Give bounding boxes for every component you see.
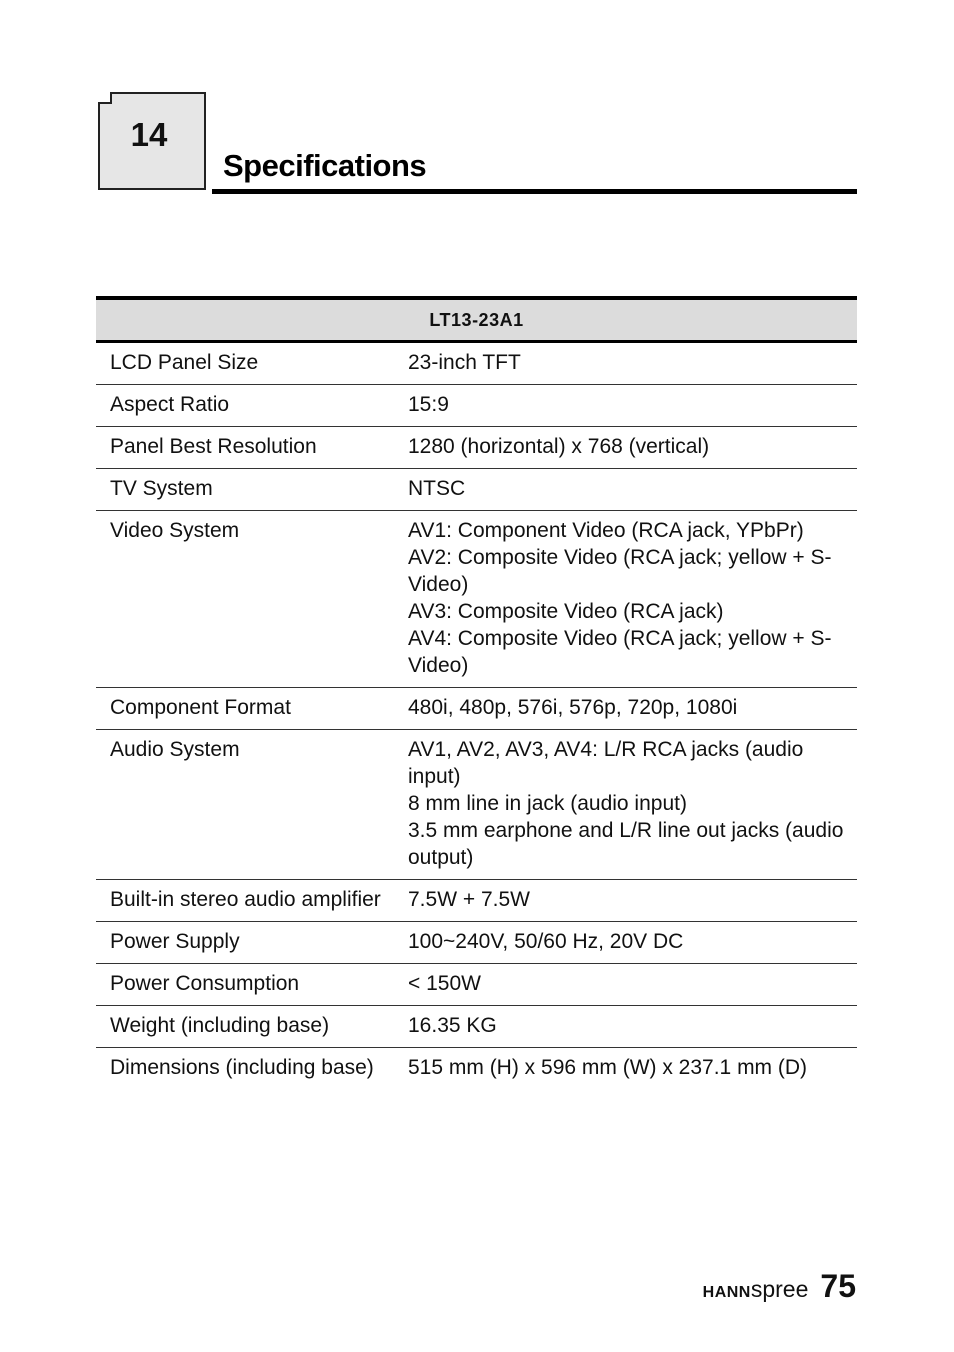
spec-label: Built-in stereo audio amplifier [96,880,394,922]
spec-value [394,688,857,730]
spec-value-line: 100~240V, 50/60 Hz, 20V DC [408,930,684,953]
spec-value-line: AV4: Composite Video (RCA jack; yellow + S-Video) [408,627,832,677]
spec-value [394,922,857,964]
table-row [96,688,857,730]
spec-label: TV System [96,469,394,511]
table-row [96,880,857,922]
page-title: Specifications [223,148,427,183]
spec-label: Video System [96,511,394,688]
spec-label: LCD Panel Size [96,342,394,385]
spec-value [394,427,857,469]
spec-label: Panel Best Resolution [96,427,394,469]
brand-logo-bold: HANN [702,1284,751,1301]
spec-value [394,511,857,688]
model-header: LT13-23A1 [96,298,857,342]
table-row [96,1006,857,1048]
table-row [96,427,857,469]
spec-value-line: NTSC [408,477,466,500]
spec-value-line: 23-inch TFT [408,351,521,374]
title-rule [212,189,857,194]
spec-value [394,964,857,1006]
table-row [96,964,857,1006]
chapter-number: 14 [130,116,168,153]
table-row [96,1048,857,1090]
table-row [96,469,857,511]
brand-logo-light: spree [750,1276,809,1302]
spec-table [96,296,857,1089]
spec-value [394,1006,857,1048]
chapter-tab-notch [98,92,112,104]
brand-logo [703,1276,809,1303]
page-number: 75 [820,1268,856,1304]
spec-label: Power Supply [96,922,394,964]
spec-value-line: AV3: Composite Video (RCA jack) [408,600,724,623]
spec-value-line: 8 mm line in jack (audio input) [408,792,687,815]
table-row [96,922,857,964]
table-row [96,342,857,385]
spec-value [394,880,857,922]
spec-label: Dimensions (including base) [110,1056,374,1079]
spec-value-line: 480i, 480p, 576i, 576p, 720p, 1080i [408,696,738,719]
spec-label: Aspect Ratio [96,385,394,427]
page-footer [703,1268,856,1305]
spec-value [394,730,857,880]
spec-value-line: AV1: Component Video (RCA jack, YPbPr) [408,519,804,542]
spec-value-line: AV1, AV2, AV3, AV4: L/R RCA jacks (audio input) [408,738,804,788]
spec-label: Audio System [96,730,394,880]
spec-label: Power Consumption [96,964,394,1006]
spec-label: Weight (including base) [96,1006,394,1048]
spec-table-body [96,342,857,1090]
table-row [96,511,857,688]
spec-value-line: 1280 (horizontal) x 768 (vertical) [408,435,710,458]
spec-value-line: 16.35 KG [408,1014,497,1037]
table-header-row [96,298,857,342]
chapter-tab [98,92,206,190]
spec-value-line: 3.5 mm earphone and L/R line out jacks (audio output) [408,819,844,869]
spec-value [394,342,857,385]
spec-value-line: AV2: Composite Video (RCA jack; yellow + S-Video) [408,546,832,596]
table-row [96,730,857,880]
spec-value-line: 515 mm (H) x 596 mm (W) x 237.1 mm (D) [408,1056,808,1079]
spec-value [394,385,857,427]
spec-value-line: 7.5W + 7.5W [408,888,530,911]
spec-value [394,1048,857,1090]
spec-label: Component Format [96,688,394,730]
spec-value [394,469,857,511]
spec-value-line: < 150W [408,972,481,995]
table-row [96,385,857,427]
spec-value-line: 15:9 [408,393,449,416]
